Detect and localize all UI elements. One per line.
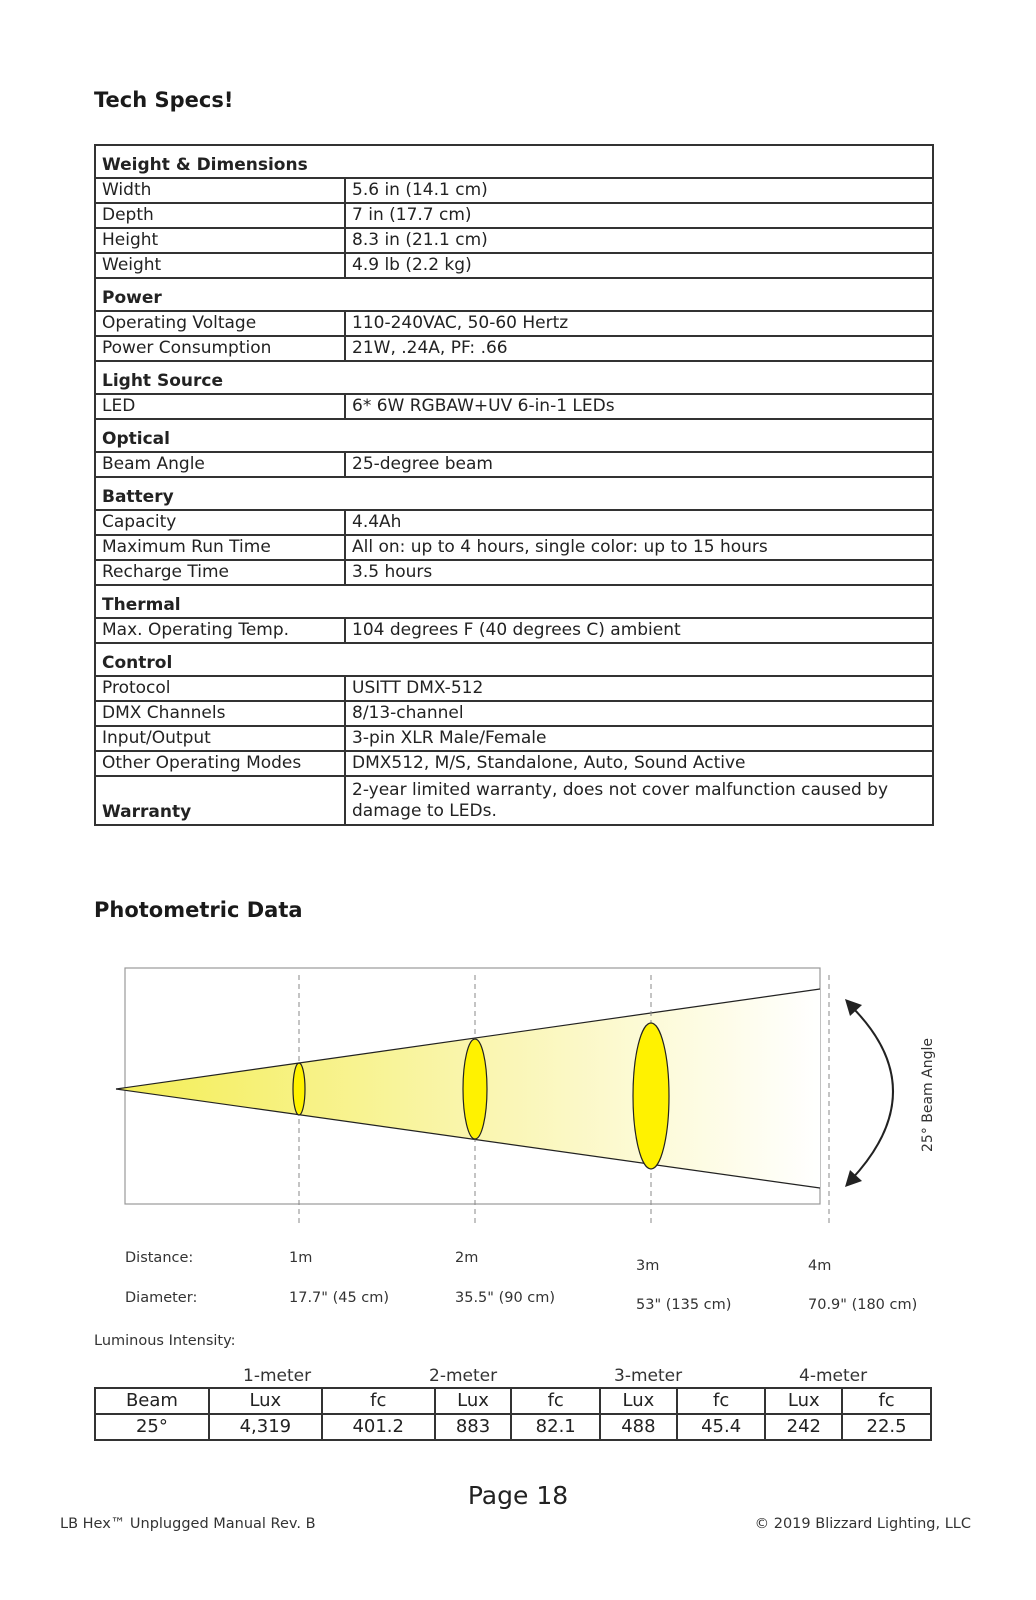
col-header: fc: [511, 1388, 600, 1414]
distance-2m: 2m: [455, 1250, 479, 1266]
spec-value: 8.3 in (21.1 cm): [345, 228, 933, 253]
table-cell: 82.1: [511, 1414, 600, 1440]
table-cell: 25°: [95, 1414, 209, 1440]
table-row: [95, 203, 933, 228]
table-row: [95, 336, 933, 361]
beam-spot-1m: [293, 1063, 305, 1115]
diameter-4m: 70.9" (180 cm): [808, 1297, 918, 1313]
distance-3m: 3m: [636, 1258, 660, 1274]
spec-value: 110-240VAC, 50-60 Hertz: [345, 311, 933, 336]
meter-header-2: 2-meter: [429, 1366, 498, 1386]
table-row: [95, 618, 933, 643]
tech-specs-table: [94, 144, 934, 826]
beam-angle-arc: [851, 1006, 893, 1180]
beam-diagram: [110, 965, 940, 1225]
page-number: Page 18: [467, 1481, 569, 1510]
spec-key: Height: [95, 228, 345, 253]
footer-manual-title: LB Hex™ Unplugged Manual Rev. B: [60, 1516, 316, 1532]
col-header: fc: [322, 1388, 435, 1414]
tech-specs-heading: Tech Specs!: [94, 88, 234, 112]
table-row: [95, 178, 933, 203]
section-power: Power: [95, 278, 933, 311]
table-row: [95, 726, 933, 751]
spec-key: DMX Channels: [95, 701, 345, 726]
spec-key: Protocol: [95, 676, 345, 701]
spec-key: Capacity: [95, 510, 345, 535]
spec-value: 4.4Ah: [345, 510, 933, 535]
spec-key: Max. Operating Temp.: [95, 618, 345, 643]
table-row: [95, 311, 933, 336]
distance-label: Distance:: [125, 1250, 194, 1266]
spec-value: 5.6 in (14.1 cm): [345, 178, 933, 203]
spec-value: USITT DMX-512: [345, 676, 933, 701]
table-row: [95, 253, 933, 278]
table-row: [95, 1414, 931, 1440]
table-cell: 488: [600, 1414, 677, 1440]
col-header: fc: [677, 1388, 766, 1414]
meter-header-4: 4-meter: [799, 1366, 868, 1386]
meter-header-3: 3-meter: [614, 1366, 683, 1386]
spec-value: 25-degree beam: [345, 452, 933, 477]
spec-key: Power Consumption: [95, 336, 345, 361]
table-cell: 45.4: [677, 1414, 766, 1440]
spec-key: Weight: [95, 253, 345, 278]
spec-value: 3.5 hours: [345, 560, 933, 585]
table-row: [95, 776, 933, 825]
table-row: [95, 701, 933, 726]
table-cell: 22.5: [842, 1414, 931, 1440]
spec-key: Depth: [95, 203, 345, 228]
spec-value: 21W, .24A, PF: .66: [345, 336, 933, 361]
table-row: [95, 560, 933, 585]
spec-key: Maximum Run Time: [95, 535, 345, 560]
distance-1m: 1m: [289, 1250, 313, 1266]
spec-key: Recharge Time: [95, 560, 345, 585]
table-row: [95, 535, 933, 560]
spec-value: All on: up to 4 hours, single color: up to 15 hours: [345, 535, 933, 560]
photometric-heading: Photometric Data: [94, 898, 303, 922]
spec-key: Other Operating Modes: [95, 751, 345, 776]
spec-key: Operating Voltage: [95, 311, 345, 336]
distance-4m: 4m: [808, 1258, 832, 1274]
diameter-label: Diameter:: [125, 1290, 198, 1306]
table-cell: 401.2: [322, 1414, 435, 1440]
table-cell: 242: [765, 1414, 842, 1440]
spec-value: 3-pin XLR Male/Female: [345, 726, 933, 751]
spec-key: Beam Angle: [95, 452, 345, 477]
table-row: [95, 676, 933, 701]
col-header: Lux: [600, 1388, 677, 1414]
section-light-source: Light Source: [95, 361, 933, 394]
table-row: [95, 452, 933, 477]
spec-value: DMX512, M/S, Standalone, Auto, Sound Active: [345, 751, 933, 776]
section-optical: Optical: [95, 419, 933, 452]
spec-value: 8/13-channel: [345, 701, 933, 726]
table-cell: 883: [435, 1414, 512, 1440]
section-control: Control: [95, 643, 933, 676]
table-row: [95, 751, 933, 776]
section-battery: Battery: [95, 477, 933, 510]
luminous-table: [94, 1387, 932, 1441]
table-header-row: [95, 1388, 931, 1414]
diameter-2m: 35.5" (90 cm): [455, 1290, 556, 1306]
table-cell: 4,319: [209, 1414, 322, 1440]
col-header: Lux: [209, 1388, 322, 1414]
col-header: Beam: [95, 1388, 209, 1414]
spec-value: 104 degrees F (40 degrees C) ambient: [345, 618, 933, 643]
table-row: [95, 510, 933, 535]
spec-key: LED: [95, 394, 345, 419]
spec-key: Width: [95, 178, 345, 203]
warranty-key: Warranty: [95, 776, 345, 825]
col-header: Lux: [765, 1388, 842, 1414]
beam-spot-2m: [463, 1039, 487, 1139]
table-row: [95, 394, 933, 419]
spec-key: Input/Output: [95, 726, 345, 751]
diameter-3m: 53" (135 cm): [636, 1297, 732, 1313]
table-row: [95, 228, 933, 253]
spec-value: 6* 6W RGBAW+UV 6-in-1 LEDs: [345, 394, 933, 419]
warranty-value: 2-year limited warranty, does not cover malfunction caused by damage to LEDs.: [345, 776, 933, 825]
meter-header-1: 1-meter: [243, 1366, 312, 1386]
col-header: fc: [842, 1388, 931, 1414]
spec-value: 7 in (17.7 cm): [345, 203, 933, 228]
luminous-intensity-label: Luminous Intensity:: [94, 1333, 236, 1349]
beam-spot-3m: [633, 1023, 669, 1169]
arc-arrow-bottom-icon: [845, 1170, 862, 1187]
beam-angle-label: 25° Beam Angle: [920, 1038, 936, 1152]
section-weight-dimensions: Weight & Dimensions: [95, 145, 933, 178]
section-thermal: Thermal: [95, 585, 933, 618]
diameter-1m: 17.7" (45 cm): [289, 1290, 390, 1306]
spec-value: 4.9 lb (2.2 kg): [345, 253, 933, 278]
col-header: Lux: [435, 1388, 512, 1414]
footer-copyright: © 2019 Blizzard Lighting, LLC: [754, 1516, 971, 1532]
